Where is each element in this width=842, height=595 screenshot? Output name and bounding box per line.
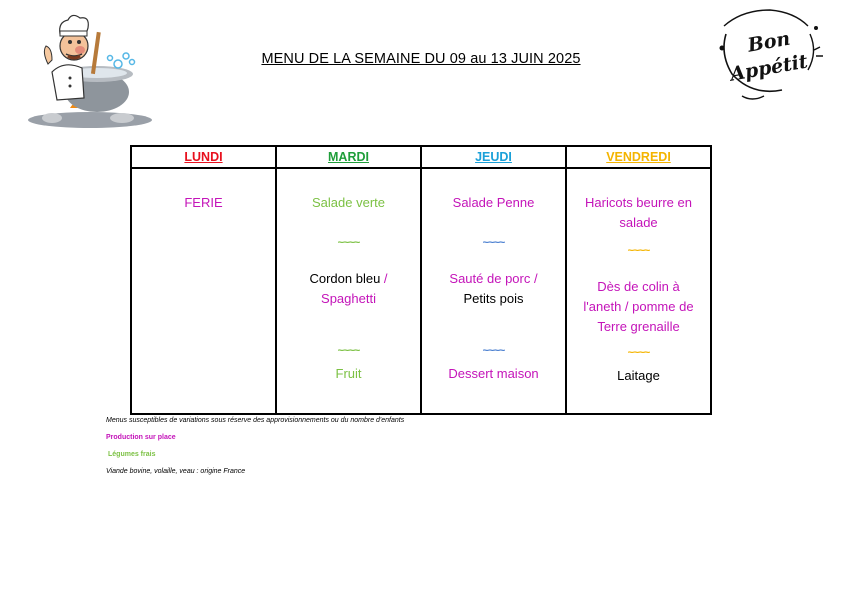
separator: ~~~~ xyxy=(627,245,650,257)
dish-starter xyxy=(573,193,704,233)
separator: ~~~~ xyxy=(627,347,650,359)
dish-dessert: Fruit xyxy=(335,366,362,381)
dish-main-line1: Sauté de porc / xyxy=(449,271,538,286)
dish-dessert: Dessert maison xyxy=(448,366,539,381)
note-legumes: Légumes frais xyxy=(108,451,156,458)
dish-starter-line1: Haricots beurre en xyxy=(585,195,692,210)
header-lundi: LUNDI xyxy=(131,146,276,168)
note-variations: Menus susceptibles de variations sous réserve des approvisionnements ou du nombre d'enfants xyxy=(106,417,405,424)
dish-main-line2: Petits pois xyxy=(463,291,524,306)
dish-main-line2: l'aneth / pomme de xyxy=(583,299,694,314)
menu-table xyxy=(130,145,712,415)
page-title: MENU DE LA SEMAINE DU 09 au 13 JUIN 2025 xyxy=(261,51,581,67)
separator: ~~~~ xyxy=(337,237,360,249)
dish-starter: Salade verte xyxy=(312,195,385,210)
day-cell-mardi xyxy=(276,168,421,414)
header-jeudi: JEUDI xyxy=(421,146,566,168)
logo-text-appetit: Appétit xyxy=(728,50,810,86)
day-cell-vendredi xyxy=(566,168,711,414)
dish-dessert: Laitage xyxy=(617,368,660,383)
footnotes xyxy=(106,412,404,480)
dish-main-line2: Spaghetti xyxy=(321,291,376,306)
chef-cooking-illustration xyxy=(22,12,157,130)
dish-main-line3: Terre grenaille xyxy=(597,319,680,334)
dish-starter-line2: salade xyxy=(619,215,658,230)
dish-main-line1: Dès de colin à xyxy=(597,279,680,294)
dish-starter: Salade Penne xyxy=(452,195,535,210)
dish-ferie: FERIE xyxy=(184,195,223,210)
header-mardi: MARDI xyxy=(276,146,421,168)
dish-main xyxy=(428,269,559,309)
day-cell-jeudi xyxy=(421,168,566,414)
dish-main-line1: Cordon bleu xyxy=(309,271,381,286)
dish-main-slash: / xyxy=(380,271,388,286)
day-cell-lundi xyxy=(131,168,276,414)
dish-main xyxy=(283,269,414,309)
separator: ~~~~ xyxy=(337,345,360,357)
note-production: Production sur place xyxy=(106,434,176,441)
logo-text-bon: Bon xyxy=(746,27,792,57)
header-vendredi: VENDREDI xyxy=(566,146,711,168)
separator: ~~~~ xyxy=(482,345,505,357)
note-origin: Viande bovine, volaille, veau : origine France xyxy=(106,468,246,475)
dish-main xyxy=(573,277,704,337)
separator: ~~~~ xyxy=(482,237,505,249)
